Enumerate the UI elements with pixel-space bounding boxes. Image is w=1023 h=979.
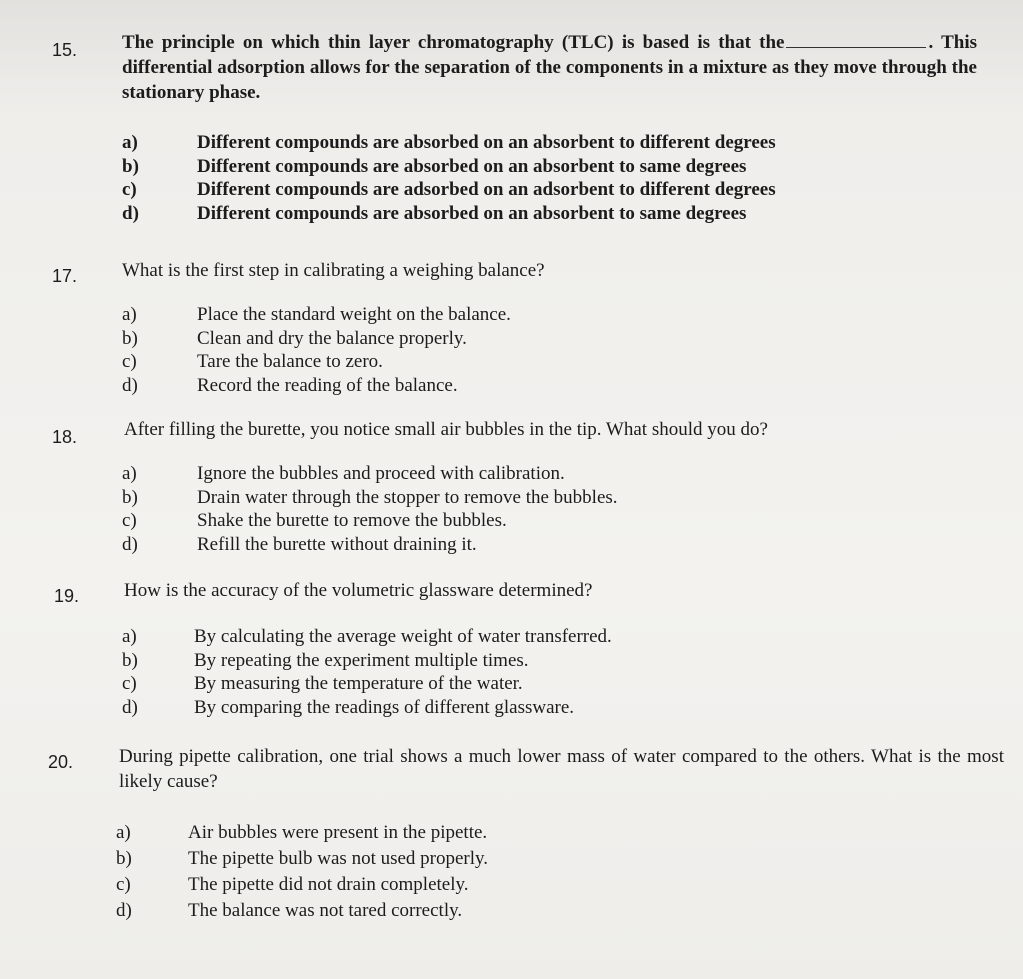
question-text xyxy=(122,30,977,105)
option-a: a) Different compounds are absorbed on an absorbent to different degrees xyxy=(122,132,776,153)
options-list xyxy=(122,626,882,720)
question-number: 19. xyxy=(54,586,80,606)
option-d: d) Record the reading of the balance. xyxy=(122,374,458,396)
question-text: How is the accuracy of the volumetric glassware determined? xyxy=(124,580,593,601)
option-c: c) Shake the burette to remove the bubbles. xyxy=(122,510,507,531)
option-a: a) Ignore the bubbles and proceed with calibration. xyxy=(122,463,565,484)
question-number: 20. xyxy=(48,752,74,772)
option-a: a) Air bubbles were present in the pipette. xyxy=(116,822,488,843)
options-list xyxy=(122,132,882,226)
option-a: a) Place the standard weight on the balance. xyxy=(122,304,511,325)
options-list xyxy=(116,822,876,926)
option-d: d) By comparing the readings of different glassware. xyxy=(122,696,575,718)
options-list xyxy=(122,463,882,557)
option-d: d) The balance was not tared correctly. xyxy=(116,900,463,921)
option-b: b) Clean and dry the balance properly. xyxy=(122,327,467,349)
option-c: c) Tare the balance to zero. xyxy=(122,351,383,372)
question-text: After filling the burette, you notice small air bubbles in the tip. What should you do? xyxy=(124,419,768,440)
question-stem-end: . This differential adsorption allows for the separation of the components in a mixture as they move through the stationary phase. xyxy=(122,32,977,103)
question-number: 15. xyxy=(52,40,78,60)
option-c: c) Different compounds are adsorbed on an adsorbent to different degrees xyxy=(122,179,776,200)
question-text: What is the first step in calibrating a weighing balance? xyxy=(122,260,545,281)
option-c: c) The pipette did not drain completely. xyxy=(116,874,469,895)
question-number: 18. xyxy=(52,427,78,447)
options-list xyxy=(122,304,882,398)
question-text: During pipette calibration, one trial shows a much lower mass of water compared to the others. What is the most likely cause? xyxy=(119,746,1004,792)
option-a: a) By calculating the average weight of water transferred. xyxy=(122,626,612,647)
question-stem-start: The principle on which thin layer chromatography (TLC) is based is that the xyxy=(122,32,785,53)
question-number: 17. xyxy=(52,266,78,286)
option-b: b) By repeating the experiment multiple times. xyxy=(122,649,529,671)
option-b: b) The pipette bulb was not used properly. xyxy=(116,848,489,869)
option-c: c) By measuring the temperature of the water. xyxy=(122,673,523,694)
answer-blank xyxy=(786,33,926,48)
option-b: b) Different compounds are absorbed on an absorbent to same degrees xyxy=(122,155,747,177)
option-d: d) Refill the burette without draining it. xyxy=(122,533,477,555)
option-d: d) Different compounds are absorbed on an absorbent to same degrees xyxy=(122,202,747,224)
option-b: b) Drain water through the stopper to remove the bubbles. xyxy=(122,486,618,508)
